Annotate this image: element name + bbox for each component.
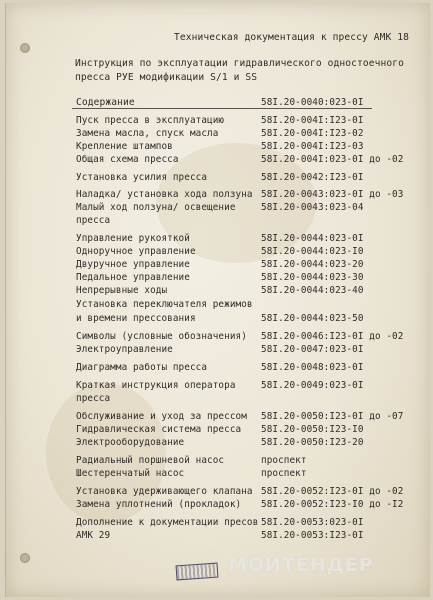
entry-title: пресса bbox=[76, 393, 111, 404]
punch-hole bbox=[20, 553, 30, 563]
entry-title: Замена уплотнений (прокладок) bbox=[76, 499, 242, 510]
entry-title: Краткая инструкция оператора bbox=[76, 380, 236, 391]
entry-title: Установка удерживающего клапана bbox=[76, 486, 253, 497]
document-page bbox=[5, 3, 430, 597]
entry-title: Радиальный поршневой насос bbox=[76, 455, 225, 466]
entry-code: 58I.20-0044:023-50 bbox=[261, 313, 364, 324]
entry-title: Электроуправление bbox=[76, 344, 173, 355]
entry-title: Общая схема пресса bbox=[76, 154, 179, 165]
entry-code: 58I.20-0053:I23-0I bbox=[261, 530, 364, 541]
entry-code: 58I.20-0043:023-04 bbox=[261, 202, 364, 213]
entry-title: Наладка/ установка хода ползуна bbox=[76, 189, 253, 200]
entry-title: Дополнение к документации пресов bbox=[76, 517, 259, 528]
document-header-title: Техническая документация к прессу АМК 18 bbox=[174, 32, 410, 43]
intro-line-1: Инструкция по эксплуатации гидравлического одностоечного bbox=[75, 58, 405, 69]
entry-title: Управление рукояткой bbox=[76, 233, 190, 244]
entry-code: 58I.20-0052:I23-0I до -02 bbox=[261, 486, 404, 497]
entry-title: Пуск пресса в эксплуатацию bbox=[76, 115, 225, 126]
entry-code: 58I.20-0049:023-0I bbox=[261, 380, 364, 391]
entry-code: 58I.20-0044:023-30 bbox=[261, 272, 364, 283]
watermark-text: МОЙТЕНДЕР bbox=[228, 554, 374, 576]
entry-code: 58I.20-004I:I23-03 bbox=[261, 141, 364, 152]
entry-code: 58I.20-0046:I23-0I до -02 bbox=[261, 331, 404, 342]
entry-code: 58I.20-0052:I23-I0 до -I2 bbox=[261, 499, 404, 510]
contents-code: 58I.20-0040:023-0I bbox=[261, 97, 364, 108]
entry-title: Диаграмма работы пресса bbox=[76, 362, 208, 373]
entry-code: проспект bbox=[261, 455, 307, 466]
divider-line bbox=[72, 108, 372, 109]
entry-title: Символы (условные обозначения) bbox=[76, 331, 247, 342]
entry-code: 58I.20-004I:I23-0I bbox=[261, 115, 364, 126]
entry-code: 58I.20-0044:023-40 bbox=[261, 285, 364, 296]
punch-hole bbox=[20, 43, 30, 53]
entry-code: 58I.20-0053:023-0I bbox=[261, 517, 364, 528]
entry-code: 58I.20-0050:I23-0I до -07 bbox=[261, 411, 404, 422]
ink-stamp bbox=[176, 563, 219, 581]
entry-title: Установка переключателя режимов bbox=[76, 299, 253, 310]
entry-title: Крепление штампов bbox=[76, 141, 173, 152]
entry-title: и времени прессования bbox=[76, 313, 196, 324]
intro-line-2: пресса РУЕ модификации S/1 и SS bbox=[75, 72, 258, 83]
entry-code: 58I.20-0048:023-0I bbox=[261, 362, 364, 373]
entry-title: Малый ход ползуна/ освещение bbox=[76, 202, 236, 213]
entry-code: 58I.20-0044:023-0I bbox=[261, 233, 364, 244]
entry-title: пресса bbox=[76, 215, 111, 226]
entry-title: АМК 29 bbox=[76, 530, 111, 541]
entry-title: Замена масла, спуск масла bbox=[76, 128, 219, 139]
entry-title: Двуручное управление bbox=[76, 259, 190, 270]
entry-title: Шестеренчатый насос bbox=[76, 468, 185, 479]
entry-code: 58I.20-0042:I23-0I bbox=[261, 172, 364, 183]
entry-code: проспект bbox=[261, 468, 307, 479]
entry-title: Установка усилия пресса bbox=[76, 172, 208, 183]
entry-code: 58I.20-0050:I23-20 bbox=[261, 437, 364, 448]
entry-code: 58I.20-0047:023-0I bbox=[261, 344, 364, 355]
entry-title: Электрооборудование bbox=[76, 437, 185, 448]
entry-title: Гидравлическая система пресса bbox=[76, 424, 242, 435]
entry-code: 58I.20-004I:I23-02 bbox=[261, 128, 364, 139]
entry-code: 58I.20-0050:I23-I0 bbox=[261, 424, 364, 435]
entry-code: 58I.20-0044:023-I0 bbox=[261, 246, 364, 257]
entry-code: 58I.20-0044:023-20 bbox=[261, 259, 364, 270]
entry-code: 58I.20-004I:023-0I до -02 bbox=[261, 154, 404, 165]
entry-title: Одноручное управление bbox=[76, 246, 196, 257]
entry-title: Педальное управление bbox=[76, 272, 190, 283]
entry-title: Обслуживание и уход за прессом bbox=[76, 411, 247, 422]
contents-label: Содержание bbox=[76, 97, 135, 108]
entry-title: Непрерывные ходы bbox=[76, 285, 168, 296]
entry-code: 58I.20-0043:023-0I до -03 bbox=[261, 189, 404, 200]
